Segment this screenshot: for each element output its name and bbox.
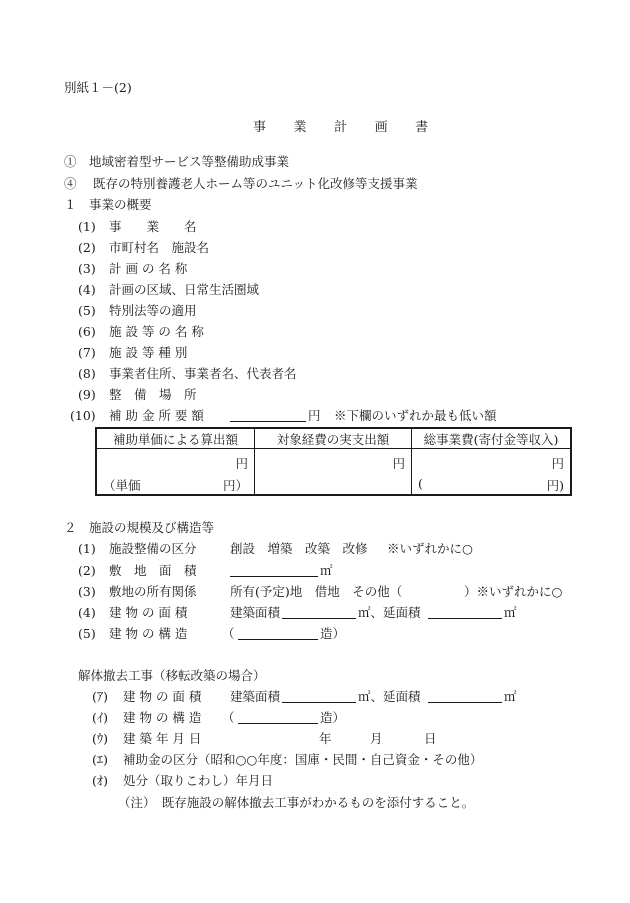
program-2: ④ 既存の特別養護老人ホーム等のユニット化改修等支援事業 (64, 176, 418, 191)
s1-item-label: 特別法等の適用 (109, 303, 197, 318)
ownership-close: ）※いずれかに○ (464, 584, 563, 599)
dem-item-label: 建 築 年 月 日 (123, 731, 202, 746)
actual-expense-cell[interactable] (255, 449, 412, 496)
paren-open: ( (418, 476, 423, 491)
dem-item-label: 建 物 の 面 積 (123, 689, 202, 704)
s2-item-label: 施設整備の区分 (109, 541, 197, 556)
s1-item-num: (1) (78, 219, 96, 234)
subsidy-amount-field[interactable] (230, 409, 306, 422)
s1-item-num: (6) (78, 324, 96, 339)
circle-note: ※いずれかに○ (387, 541, 473, 556)
sqm-unit: ㎡ (504, 605, 517, 620)
s2-item-label: 建 物 の 面 積 (109, 605, 188, 620)
s1-item10-unit: 円 (308, 408, 321, 423)
attachment-label: 別紙１－(2) (64, 80, 132, 95)
s2-item-label: 敷地の所有関係 (109, 584, 197, 599)
s1-item-label: 事 業 名 (109, 219, 197, 234)
paren-open: （ (222, 710, 235, 725)
dem-item-num: (ｲ) (92, 710, 109, 725)
unit-price-close: 円） (222, 478, 248, 493)
dem-building-area-field[interactable] (282, 690, 356, 703)
s1-item10-label: 補 助 金 所 要 額 (109, 408, 204, 423)
day-label: 日 (424, 731, 437, 746)
yen-unit: 円 (551, 456, 564, 471)
s1-item-label: 事業者住所、事業者名、代表者名 (109, 366, 297, 381)
dem-item-num: (ｵ) (92, 773, 109, 788)
structure-close: 造） (320, 626, 346, 641)
s1-item-num: (2) (78, 240, 96, 255)
table-header: 補助単価による算出額 (96, 428, 255, 449)
table-header: 対象経費の実支出額 (255, 428, 412, 449)
section1-heading: １ 事業の概要 (64, 197, 152, 212)
building-area-label: 建築面積 (230, 689, 281, 704)
dem-item-num: (ｱ) (92, 689, 109, 704)
dem-item-label: 建 物 の 構 造 (123, 710, 202, 725)
total-cost-cell[interactable] (412, 449, 572, 496)
month-label: 月 (370, 731, 383, 746)
s1-item-label: 計画の区域、日常生活圏域 (109, 282, 260, 297)
sqm-comma: ㎡、延面積 (358, 605, 421, 620)
s2-item-num: (3) (78, 584, 96, 599)
dem-item-label: 処分（取りこわし）年月日 (123, 773, 274, 788)
s1-item-label: 施 設 等 種 別 (109, 345, 188, 360)
dem-item-label: 補助金の区分（昭和○○年度：国庫・民間・自己資金・その他） (123, 752, 483, 767)
s1-item-num: (5) (78, 303, 96, 318)
unit-price-label: （単価 (103, 478, 141, 493)
sqm-unit: ㎡ (504, 689, 517, 704)
attachment-note: （注） 既存施設の解体撤去工事がわかるものを添付すること。 (118, 795, 475, 810)
demolition-heading: 解体撤去工事（移転改築の場合） (78, 668, 266, 683)
s1-item-label: 計 画 の 名 称 (109, 261, 188, 276)
unit-price-cell[interactable] (96, 449, 255, 496)
document-title: 事 業 計 画 書 (253, 120, 440, 135)
site-area-field[interactable] (230, 564, 318, 577)
s2-item-num: (2) (78, 563, 96, 578)
s1-item-num: (7) (78, 345, 96, 360)
s1-item-label: 整 備 場 所 (109, 387, 197, 402)
program-1: ① 地域密着型サービス等整備助成事業 (64, 154, 290, 169)
s1-item-num: (8) (78, 366, 96, 381)
s1-item10-num: (10) (70, 408, 96, 423)
dem-item-num: (ｳ) (92, 731, 109, 746)
total-floor-area-field[interactable] (428, 606, 502, 619)
s2-item-label: 建 物 の 構 造 (109, 626, 188, 641)
subsidy-calc-table (95, 427, 572, 496)
ownership-options[interactable]: 所有(予定)地 借地 その他（ (230, 584, 403, 599)
s1-item-num: (9) (78, 387, 96, 402)
dem-item-num: (ｴ) (92, 752, 109, 767)
paren-close: 円) (546, 478, 564, 493)
s1-item-num: (3) (78, 261, 96, 276)
building-area-field[interactable] (282, 606, 356, 619)
dem-structure-field[interactable] (238, 711, 318, 724)
building-area-label: 建築面積 (230, 605, 281, 620)
paren-open: （ (222, 626, 235, 641)
dem-total-floor-area-field[interactable] (428, 690, 502, 703)
s1-item-num: (4) (78, 282, 96, 297)
s2-item-num: (4) (78, 605, 96, 620)
yen-unit: 円 (235, 456, 248, 471)
construction-type-options[interactable]: 創設 増築 改築 改修 (230, 541, 368, 556)
year-label: 年 (319, 731, 332, 746)
s1-item-label: 施 設 等 の 名 称 (109, 324, 204, 339)
structure-close: 造） (320, 710, 346, 725)
structure-field[interactable] (238, 627, 318, 640)
s2-item-num: (1) (78, 541, 96, 556)
s2-item-label: 敷 地 面 積 (109, 563, 197, 578)
sqm-comma: ㎡、延面積 (358, 689, 421, 704)
section2-heading: ２ 施設の規模及び構造等 (64, 520, 215, 535)
yen-unit: 円 (392, 456, 405, 471)
s1-item-label: 市町村名 施設名 (109, 240, 210, 255)
table-header: 総事業費(寄付金等収入) (412, 428, 572, 449)
sqm-unit: ㎡ (320, 563, 333, 578)
s2-item-num: (5) (78, 626, 96, 641)
s1-item10-note: ※下欄のいずれか最も低い額 (334, 408, 497, 423)
